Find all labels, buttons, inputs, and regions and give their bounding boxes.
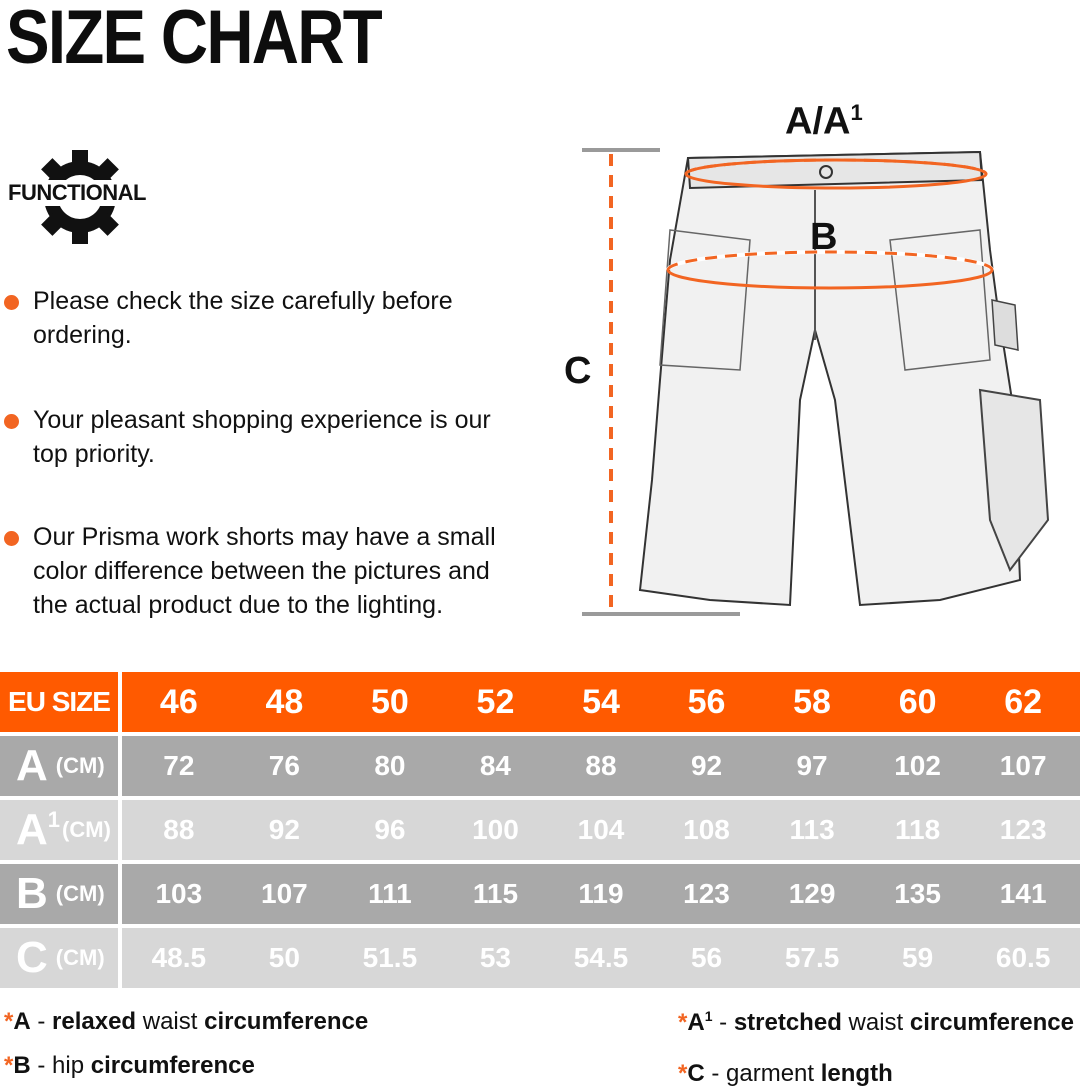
table-cell: 97 (755, 736, 869, 796)
page-title: SIZE CHART (6, 0, 381, 80)
table-cell: 108 (658, 800, 755, 860)
row-label-a1: $A^1(CM)$ (0, 800, 122, 860)
row-label-a: A (CM) (0, 736, 122, 796)
legend-a1: $*A^1$ - stretched waist circumference (678, 1008, 1074, 1036)
table-cell: 92 (658, 736, 755, 796)
size-cell: 54 (544, 672, 658, 732)
table-cell: 123 (658, 864, 755, 924)
table-cell: 76 (236, 736, 333, 796)
table-cell: 141 (966, 864, 1080, 924)
size-cell: 56 (658, 672, 755, 732)
size-cell: 48 (236, 672, 333, 732)
bullet-dot (4, 295, 19, 310)
table-cell: 60.5 (966, 928, 1080, 988)
shorts-diagram (560, 100, 1080, 620)
table-cell: 48.5 (122, 928, 236, 988)
table-cell: 88 (122, 800, 236, 860)
legend-b: *B - hip circumference (4, 1052, 255, 1079)
table-cell: 50 (236, 928, 333, 988)
legend-a: *A - relaxed waist circumference (4, 1008, 369, 1035)
table-cell: 57.5 (755, 928, 869, 988)
table-cell: 111 (333, 864, 447, 924)
table-cell: 100 (447, 800, 544, 860)
table-header-row (0, 672, 1080, 732)
size-cell: 62 (966, 672, 1080, 732)
table-cell: 96 (333, 800, 447, 860)
table-cell: 80 (333, 736, 447, 796)
label-a: $A/A^1$ (785, 100, 863, 143)
shorts-illustration (560, 100, 1080, 620)
row-label-b: B (CM) (0, 864, 122, 924)
table-cell: 107 (966, 736, 1080, 796)
table-cell: 59 (869, 928, 966, 988)
size-cell: 50 (333, 672, 447, 732)
table-cell: 103 (122, 864, 236, 924)
bullet-dot (4, 414, 19, 429)
table-row (0, 864, 1080, 924)
table-cell: 107 (236, 864, 333, 924)
logo-text: FUNCTIONAL (8, 180, 146, 205)
size-cell: 58 (755, 672, 869, 732)
table-cell: 53 (447, 928, 544, 988)
table-cell: 54.5 (544, 928, 658, 988)
size-cell: 60 (869, 672, 966, 732)
table-cell: 115 (447, 864, 544, 924)
table-cell: 129 (755, 864, 869, 924)
table-cell: 135 (869, 864, 966, 924)
size-cell: 52 (447, 672, 544, 732)
table-cell: 51.5 (333, 928, 447, 988)
table-cell: 56 (658, 928, 755, 988)
size-table (0, 668, 1080, 992)
label-b: B (810, 216, 838, 258)
label-c: C (564, 350, 592, 392)
table-cell: 113 (755, 800, 869, 860)
table-row (0, 736, 1080, 796)
header-eu-size: EU SIZE (0, 672, 122, 732)
size-cell: 46 (122, 672, 236, 732)
row-label-c: C (CM) (0, 928, 122, 988)
table-cell: 84 (447, 736, 544, 796)
table-cell: 102 (869, 736, 966, 796)
bullet-dot (4, 531, 19, 546)
table-cell: 92 (236, 800, 333, 860)
table-cell: 88 (544, 736, 658, 796)
table-cell: 118 (869, 800, 966, 860)
table-cell: 72 (122, 736, 236, 796)
table-row (0, 928, 1080, 988)
table-cell: 123 (966, 800, 1080, 860)
table-cell: 104 (544, 800, 658, 860)
legend-c: *C - garment length (678, 1060, 893, 1087)
table-row (0, 800, 1080, 860)
table-cell: 119 (544, 864, 658, 924)
